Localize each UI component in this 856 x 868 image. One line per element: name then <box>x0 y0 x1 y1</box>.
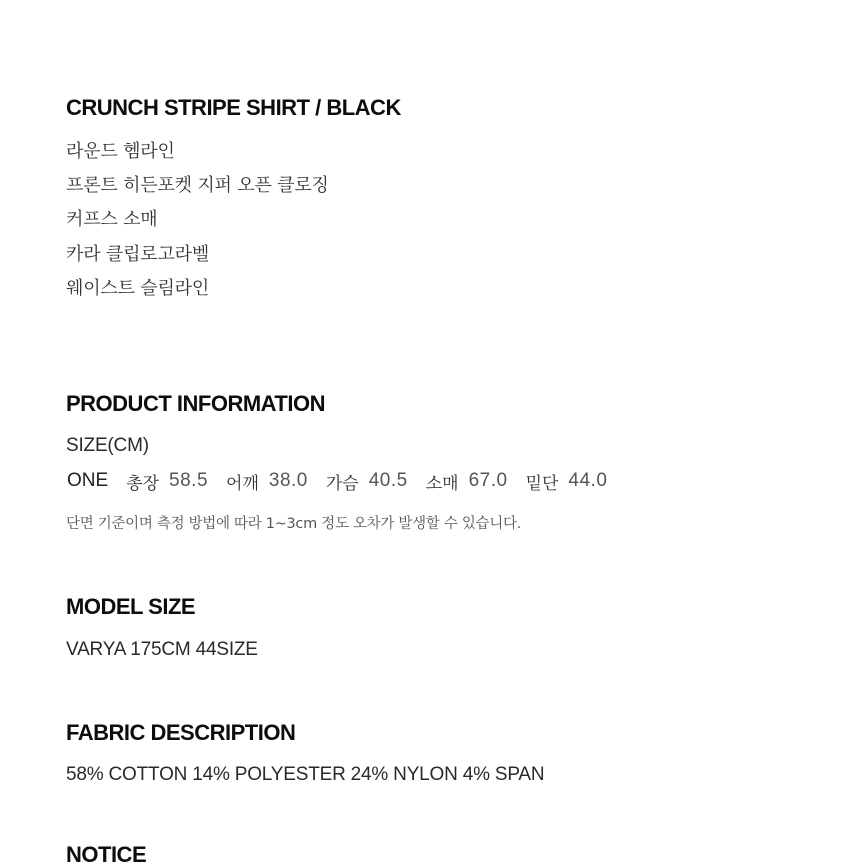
feature-item: 커프스 소매 <box>66 209 158 230</box>
feature-item: 카라 클립로고라벨 <box>66 244 210 265</box>
measurement-name: 소매 <box>425 473 459 494</box>
product-title: CRUNCH STRIPE SHIRT / BLACK <box>66 95 401 120</box>
measurement-value: 44.0 <box>568 470 608 491</box>
measurement-hem <box>526 469 608 494</box>
product-information-heading: PRODUCT INFORMATION <box>66 391 325 416</box>
notice-heading: NOTICE <box>66 842 147 867</box>
feature-item: 라운드 헴라인 <box>66 141 175 162</box>
measurement-value: 40.5 <box>368 470 408 491</box>
measurement-chest <box>326 469 408 494</box>
measurement-shoulder <box>226 469 308 494</box>
size-unit-label: SIZE(CM) <box>66 435 149 456</box>
measurement-note: 단면 기준이며 측정 방법에 따라 1~3cm 정도 오차가 발생할 수 있습니다. <box>66 516 521 532</box>
measurement-name: 가슴 <box>325 473 359 494</box>
size-label: ONE <box>67 470 109 491</box>
measurement-value: 38.0 <box>268 470 308 491</box>
model-size-heading: MODEL SIZE <box>66 594 196 619</box>
measurement-length <box>126 469 208 494</box>
fabric-description-text: 58% COTTON 14% POLYESTER 24% NYLON 4% SPAN <box>66 764 545 785</box>
model-size-text: VARYA 175CM 44SIZE <box>66 639 258 660</box>
size-measurement-row <box>67 468 625 494</box>
measurement-sleeve <box>426 469 508 494</box>
measurement-name: 밑단 <box>525 473 559 494</box>
measurement-name: 어깨 <box>226 473 259 494</box>
measurement-value: 58.5 <box>169 470 209 491</box>
measurement-value: 67.0 <box>468 470 508 491</box>
feature-item: 프론트 히든포켓 지퍼 오픈 클로징 <box>66 175 329 196</box>
feature-item: 웨이스트 슬림라인 <box>66 278 210 299</box>
fabric-description-heading: FABRIC DESCRIPTION <box>66 720 296 745</box>
measurement-name: 총장 <box>126 473 160 494</box>
